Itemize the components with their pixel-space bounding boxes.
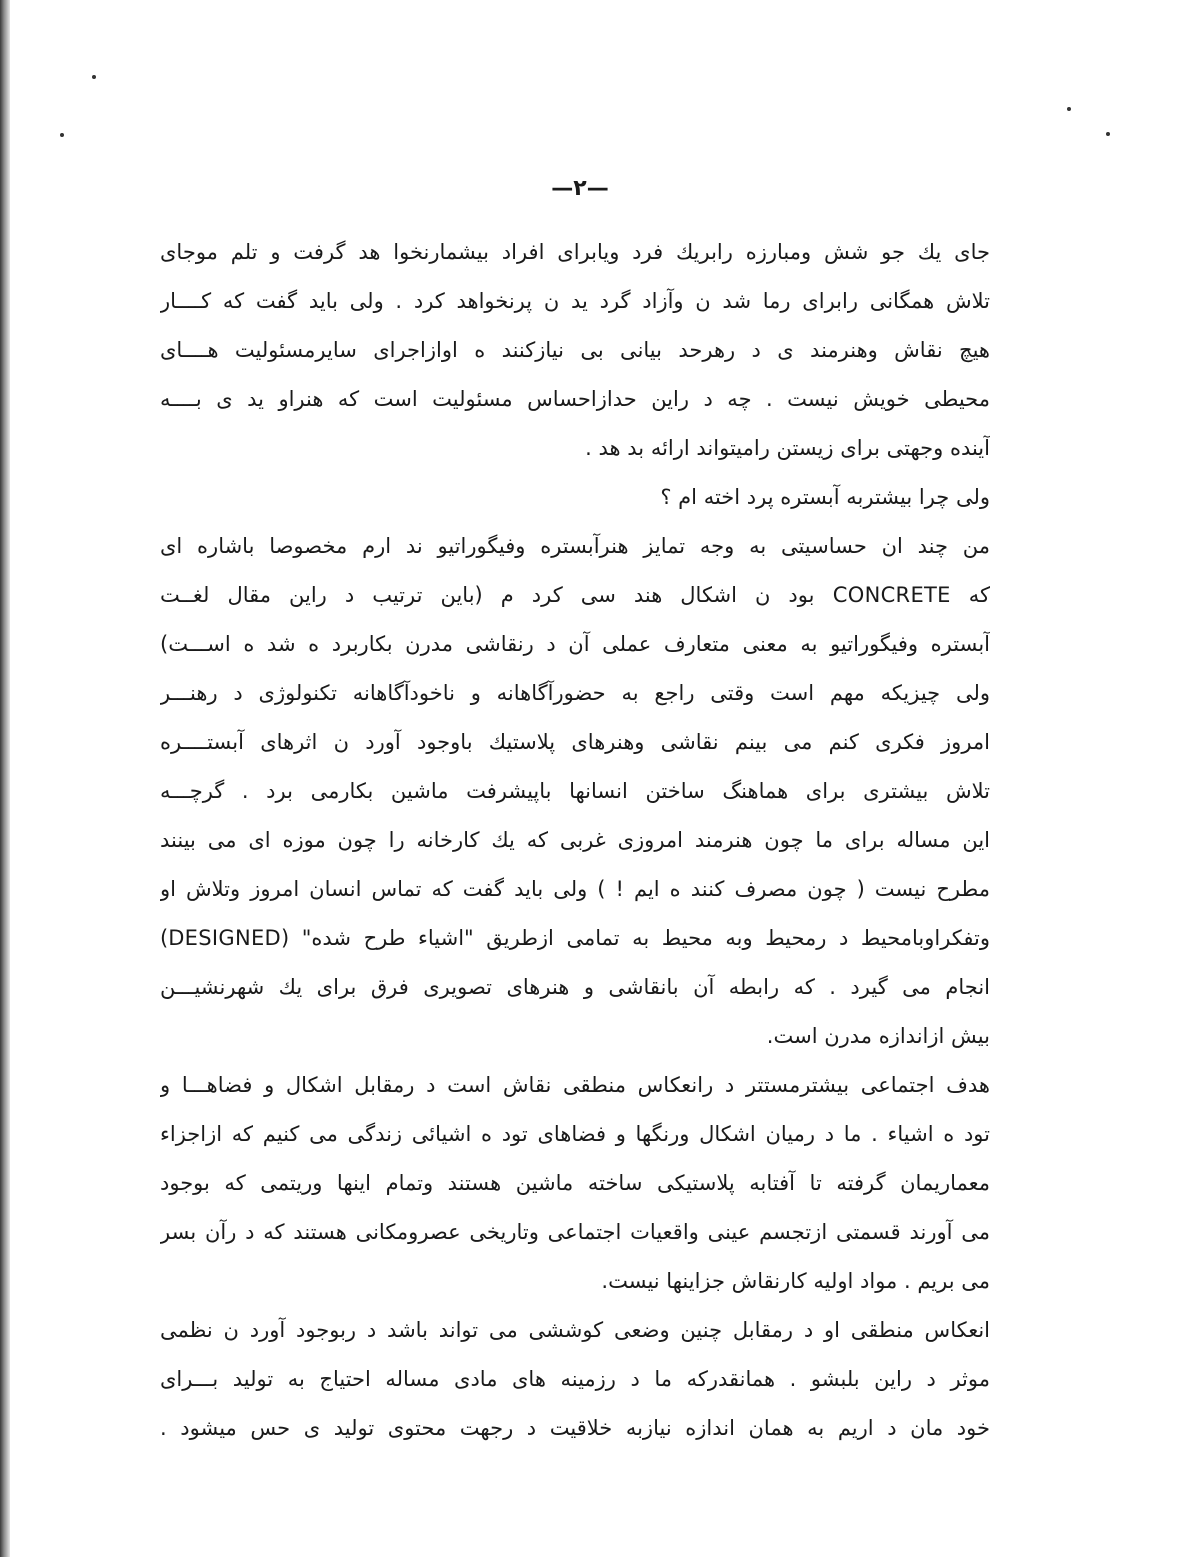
text-line: این مساله برای ما چون هنرمند امروزی غربی که یك کارخانه را چون موزه ای می بینند <box>160 828 990 852</box>
scan-edge <box>0 0 10 1557</box>
text-line: هدف اجتماعی بیشترمستتر د رانعکاس منطقی نقاش است د رمقابل اشکال و فضاهـــا و <box>160 1073 990 1097</box>
text-line: آینده وجهتی برای زیستن راميتواند ارائه بد هد . <box>585 436 990 460</box>
text-line: وتفکراوبامحیط د رمحیط وبه محیط به تمامی ازطریق "اشیاء طرح شده" (DESIGNED) <box>160 926 990 950</box>
text-line: جای یك جو شش ومبارزه رابریك فرد ویابرای افراد بیشمارنخوا هد گرفت و تلم موجای <box>160 240 990 264</box>
text-line: که CONCRETE بود ن اشکال هند سی کرد م (باین ترتیب د راین مقال لغــت <box>160 583 990 607</box>
text-line: تود ه اشیاء . ما د رمیان اشکال ورنگها و فضاهای تود ه اشیائی زندگی می کنیم که ازاجزاء <box>160 1122 990 1146</box>
text-line: موثر د راین بلبشو . همانقدرکه ما د رزمینه های مادی مساله احتیاج به تولید بـــرای <box>160 1367 990 1391</box>
text-line: انجام می گیرد . که رابطه آن بانقاشی و هنرهای تصویری فرق برای یك شهرنشیـــن <box>160 975 990 999</box>
page-number: —۲— <box>551 176 609 201</box>
text-line: ولی چرا بیشتربه آبستره پرد اخته ام ؟ <box>660 485 990 509</box>
document-body <box>160 228 990 1453</box>
text-line: ولی چیزیکه مهم است وقتی راجع به حضورآگاهانه و ناخودآگاهانه تکنولوژی د رهنـــر <box>160 681 990 705</box>
scan-speck <box>1067 107 1071 111</box>
text-line: می بریم . مواد اولیه کارنقاش جزاینها نیست. <box>601 1269 990 1293</box>
scan-speck <box>1106 132 1110 136</box>
scan-speck <box>92 75 96 79</box>
text-line: امروز فکری کنم می بینم نقاشی وهنرهای پلاستیك باوجود آورد ن اثرهای آبستــــره <box>160 730 990 754</box>
text-line: می آورند قسمتی ازتجسم عینی واقعیات اجتماعی وتاریخی عصرومکانی هستند که د رآن بسر <box>160 1220 990 1244</box>
text-line: آبستره وفیگوراتیو به معنی متعارف عملی آن د رنقاشی مدرن بکاربرد ه شد ه اســـت) <box>160 632 990 656</box>
text-line: محیطی خویش نیست . چه د راین حدازاحساس مسئولیت است که هنراو ید ی بــــه <box>160 387 990 411</box>
text-line: مطرح نیست ( چون مصرف کنند ه ایم ! ) ولی باید گفت که تماس انسان امروز وتلاش او <box>160 877 990 901</box>
text-line: من چند ان حساسیتی به وجه تمایز هنرآبستره وفیگوراتیو ند ارم مخصوصا باشاره ای <box>160 534 990 558</box>
text-line: تلاش همگانی رابرای رما شد ن وآزاد گرد ید ن پرنخواهد کرد . ولی باید گفت که کــــار <box>160 289 990 313</box>
text-line: بیش ازاندازه مدرن است. <box>766 1024 990 1048</box>
text-line: خود مان د اریم به همان اندازه نیازبه خلاقیت د رجهت محتوی تولید ی حس میشود . <box>160 1416 990 1440</box>
scan-speck <box>60 133 64 137</box>
text-line: هیچ نقاش وهنرمند ی د رهرحد بیانی بی نیازکنند ه اوازاجرای سایرمسئولیت هــــای <box>160 338 990 362</box>
text-line: معماریمان گرفته تا آفتابه پلاستیکی ساخته ماشین هستند وتمام اینها وریتمی که بوجود <box>160 1171 990 1195</box>
text-line: تلاش بیشتری برای هماهنگ ساختن انسانها باپیشرفت ماشین بکارمی برد . گرچـــه <box>160 779 990 803</box>
text-line: انعکاس منطقی او د رمقابل چنین وضعی کوششی می تواند باشد د ربوجود آورد ن نظمی <box>160 1318 990 1342</box>
